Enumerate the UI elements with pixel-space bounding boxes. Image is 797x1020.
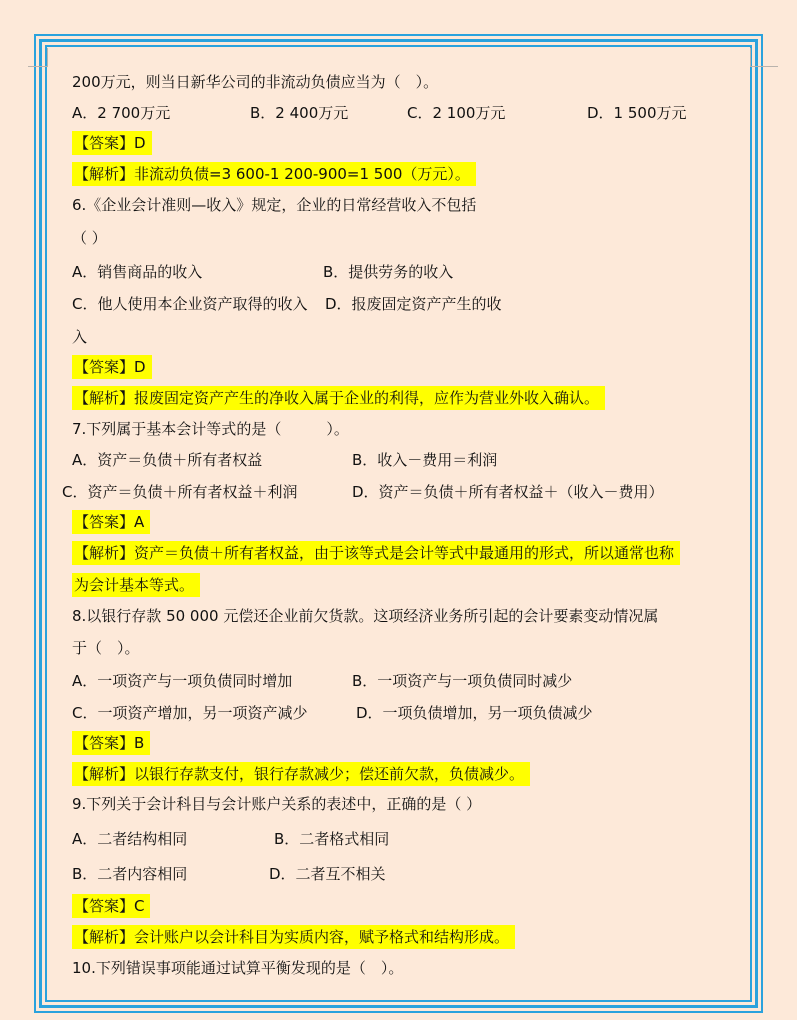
option-c: C．2 100万元 (407, 104, 506, 122)
answer-label: 【答案】B (72, 731, 150, 755)
answer-label: 【答案】C (72, 894, 150, 918)
option-a: A．2 700万元 (72, 104, 171, 122)
option-b: B．收入－费用＝利润 (352, 451, 498, 469)
answer-label: 【答案】A (72, 510, 150, 534)
answer-label: 【答案】D (72, 131, 152, 155)
question-7: 7.下列属于基本会计等式的是（ ）。 (72, 420, 349, 438)
analysis-text-continuation: 为会计基本等式。 (72, 573, 200, 597)
option-d: D．1 500万元 (587, 104, 687, 122)
option-d: D．二者互不相关 (269, 865, 386, 883)
question-5-continuation: 200万元，则当日新华公司的非流动负债应当为（ ）。 (72, 73, 439, 91)
option-a: A．一项资产与一项负债同时增加 (72, 672, 293, 690)
option-b: B．2 400万元 (250, 104, 349, 122)
option-a: A．资产＝负债＋所有者权益 (72, 451, 263, 469)
option-b: B．提供劳务的收入 (323, 263, 454, 281)
option-d: D．报废固定资产产生的收 (325, 295, 502, 313)
option-a: A．销售商品的收入 (72, 263, 203, 281)
option-c: B．二者内容相同 (72, 865, 188, 883)
analysis-text: 【解析】报废固定资产产生的净收入属于企业的利得，应作为营业外收入确认。 (72, 386, 605, 410)
option-c: C．一项资产增加，另一项资产减少 (72, 704, 308, 722)
question-6: 6.《企业会计准则—收入》规定，企业的日常经营收入不包括 (72, 196, 477, 214)
option-c: C．资产＝负债＋所有者权益＋利润 (62, 483, 298, 501)
answer-label: 【答案】D (72, 355, 152, 379)
option-d: D．一项负债增加，另一项负债减少 (356, 704, 593, 722)
analysis-text: 【解析】非流动负债=3 600-1 200-900=1 500（万元）。 (72, 162, 476, 186)
analysis-text: 【解析】会计账户以会计科目为实质内容，赋予格式和结构形成。 (72, 925, 515, 949)
option-d: D．资产＝负债＋所有者权益＋（收入－费用） (352, 483, 664, 501)
question-9: 9.下列关于会计科目与会计账户关系的表述中，正确的是（ ） (72, 795, 482, 813)
option-d-continuation: 入 (72, 328, 88, 346)
question-8: 8.以银行存款 50 000 元偿还企业前欠货款。这项经济业务所引起的会计要素变动情况属 (72, 607, 659, 625)
analysis-text: 【解析】资产＝负债＋所有者权益，由于该等式是会计等式中最通用的形式，所以通常也称 (72, 541, 680, 565)
option-a: A．二者结构相同 (72, 830, 188, 848)
option-b: B．二者格式相同 (274, 830, 390, 848)
question-8-continuation: 于（ ）。 (72, 639, 140, 657)
question-10: 10.下列错误事项能通过试算平衡发现的是（ ）。 (72, 959, 404, 977)
option-c: C．他人使用本企业资产取得的收入 (72, 295, 308, 313)
option-b: B．一项资产与一项负债同时减少 (352, 672, 573, 690)
analysis-text: 【解析】以银行存款支付，银行存款减少；偿还前欠款，负债减少。 (72, 762, 530, 786)
question-6-blank: （ ） (72, 229, 107, 247)
